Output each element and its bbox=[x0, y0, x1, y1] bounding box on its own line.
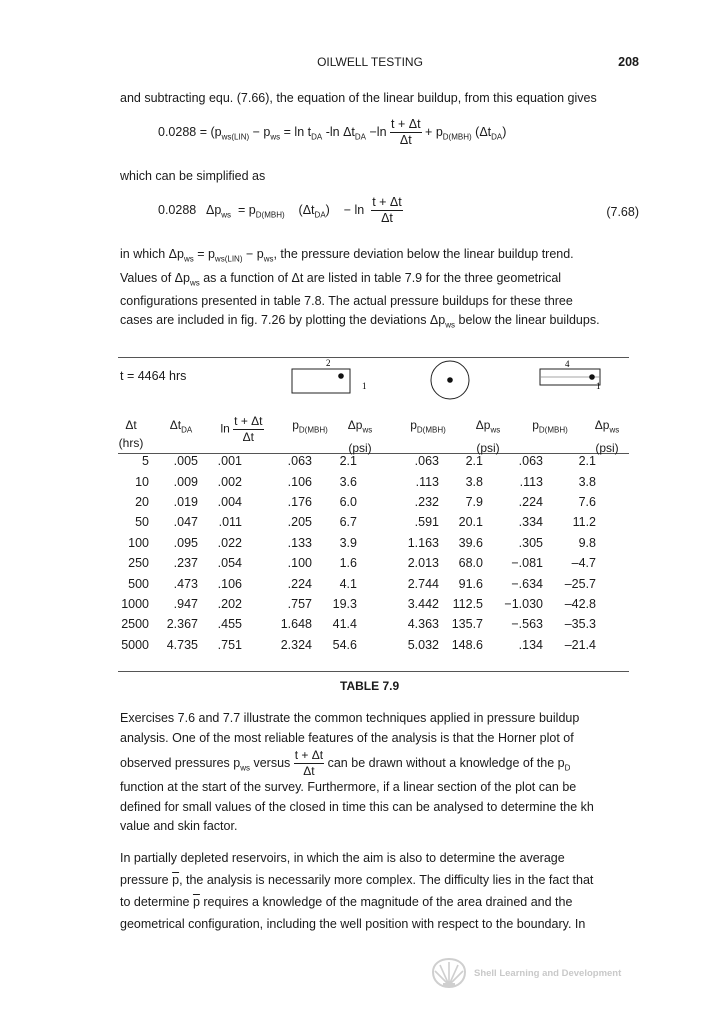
table-cell: 250 bbox=[128, 556, 149, 571]
table-row bbox=[112, 635, 596, 655]
table-cell: .106 bbox=[287, 474, 312, 489]
table-row bbox=[112, 533, 596, 553]
table-cell: .054 bbox=[217, 556, 242, 571]
table-cell: 3.6 bbox=[339, 474, 357, 489]
table-cell: –25.7 bbox=[564, 576, 596, 591]
table-cell: 9.8 bbox=[578, 535, 596, 550]
table-cell: .022 bbox=[217, 535, 242, 550]
table-cell: −.081 bbox=[511, 556, 543, 571]
well-marker-icon bbox=[338, 373, 344, 379]
table-cell: .751 bbox=[217, 637, 242, 652]
col-header-dtda: $\Delta t_{DA}$ bbox=[169, 418, 193, 435]
table-cell: −.563 bbox=[511, 617, 543, 632]
col-header-dp-2: $\Delta p_{ws}$ (psi) bbox=[475, 418, 501, 456]
table-cell: 112.5 bbox=[452, 596, 483, 611]
table-row bbox=[112, 512, 596, 532]
col-header-pd-2: $p_{D(MBH)}$ bbox=[410, 418, 446, 435]
table-cell: .134 bbox=[518, 637, 543, 652]
table-row bbox=[112, 573, 596, 593]
table-cell: 500 bbox=[128, 576, 149, 591]
table-cell: .113 bbox=[415, 474, 439, 489]
table-caption: TABLE 7.9 bbox=[340, 679, 400, 693]
table-cell: .063 bbox=[287, 454, 312, 469]
closing-paragraph-2: In partially depleted reservoirs, in which the aim is also to determine the average pressure $\overline{p}$, the analysis is necessarily more complex. The difficulty lies in the fact that to determine $\overline{p}$ requires a knowledge of the magnitude of the area drained and the geometrical configuration, including the well position with respect to the boundary. In bbox=[120, 851, 594, 931]
table-cell: .224 bbox=[518, 494, 543, 509]
table-cell: 5000 bbox=[121, 637, 149, 652]
col-header-dt: Δt (hrs) bbox=[118, 418, 144, 450]
table-cell: 39.6 bbox=[458, 535, 483, 550]
page-number: 208 bbox=[618, 55, 639, 69]
table-row bbox=[112, 614, 596, 634]
table-cell: 19.3 bbox=[332, 596, 357, 611]
table-cell: .019 bbox=[173, 494, 198, 509]
col-header-dp-3: $\Delta p_{ws}$ (psi) bbox=[594, 418, 620, 456]
table-cell: .106 bbox=[217, 576, 242, 591]
table-cell: .063 bbox=[518, 454, 543, 469]
rect2-side-label: 1 bbox=[362, 381, 367, 391]
footer-brand: Shell Learning and Development bbox=[474, 968, 622, 979]
table-cell: 3.442 bbox=[407, 596, 439, 611]
table-cell: 1.6 bbox=[339, 556, 357, 571]
table-cell: –4.7 bbox=[571, 556, 596, 571]
circle-diagram bbox=[428, 358, 474, 404]
table-cell: .473 bbox=[173, 576, 198, 591]
well-marker-icon bbox=[447, 377, 453, 383]
table-cell: 6.7 bbox=[339, 515, 357, 530]
table-cell: 20 bbox=[135, 494, 149, 509]
table-cell: .455 bbox=[217, 617, 242, 632]
table-cell: −.634 bbox=[511, 576, 543, 591]
col-header-ln: ln $\frac{t + \Delta t}{\Delta t}$ bbox=[220, 414, 263, 444]
table-cell: 1.163 bbox=[407, 535, 439, 550]
table-cell: 100 bbox=[128, 535, 149, 550]
table-cell: .237 bbox=[173, 556, 198, 571]
table-cell: 2500 bbox=[121, 617, 149, 632]
table-cell: .757 bbox=[287, 596, 312, 611]
rectangle-2x1-diagram bbox=[280, 356, 370, 396]
table-cell: .002 bbox=[217, 474, 242, 489]
table-cell: 3.8 bbox=[465, 474, 483, 489]
table-cell: .011 bbox=[218, 515, 242, 530]
table-cell: .100 bbox=[287, 556, 312, 571]
table-cell: .005 bbox=[173, 454, 198, 469]
simplified-text: which can be simplified as bbox=[120, 169, 266, 183]
table-cell: 1000 bbox=[121, 596, 149, 611]
table-cell: .095 bbox=[173, 535, 198, 550]
table-cell: .133 bbox=[287, 535, 312, 550]
table-row bbox=[112, 492, 596, 512]
table-cell: 20.1 bbox=[458, 515, 483, 530]
table-cell: 2.744 bbox=[407, 576, 439, 591]
table-cell: .305 bbox=[518, 535, 543, 550]
equation-1: $0.0288 = (p_{ws(LIN)} - p_{ws} = \ln t_{DA}$ -ln $\Delta t_{DA} -\ln$ $\frac{t + \Delta t}{\Delta t}$ + $p_{D(MBH)}$ $(\Delta t_{DA})$ bbox=[158, 117, 507, 147]
table-cell: .001 bbox=[217, 454, 242, 469]
table-cell: 5 bbox=[142, 454, 149, 469]
table-cell: .591 bbox=[414, 515, 439, 530]
table-cell: .009 bbox=[173, 474, 198, 489]
table-cell: 10 bbox=[135, 474, 149, 489]
table-cell: 2.367 bbox=[166, 617, 198, 632]
table-cell: 135.7 bbox=[451, 617, 483, 632]
table-cell: 7.9 bbox=[465, 494, 483, 509]
col-header-dp-1: $\Delta p_{ws}$ (psi) bbox=[347, 418, 373, 456]
col-header-pd-1: $p_{D(MBH)}$ bbox=[292, 418, 328, 435]
shell-logo-icon bbox=[430, 956, 468, 990]
table-row bbox=[112, 553, 596, 573]
table-row bbox=[112, 451, 596, 471]
table-row bbox=[112, 594, 596, 614]
table-cell: 2.324 bbox=[280, 637, 312, 652]
table-cell: .176 bbox=[287, 494, 312, 509]
table-cell: .224 bbox=[287, 576, 312, 591]
table-cell: 54.6 bbox=[332, 637, 357, 652]
col-header-pd-3: $p_{D(MBH)}$ bbox=[532, 418, 568, 435]
table-cell: 50 bbox=[135, 515, 149, 530]
table-cell: 2.1 bbox=[465, 454, 483, 469]
table-cell: 2.013 bbox=[407, 556, 439, 571]
table-cell: 2.1 bbox=[578, 454, 596, 469]
table-cell: 5.032 bbox=[407, 637, 439, 652]
closing-paragraph-1: Exercises 7.6 and 7.7 illustrate the common techniques applied in pressure buildup analysis. One of the most reliable features of the analysis is that the Horner plot of observed pressures $p_{ws}$ versus $\frac{t + \Delta t}{\Delta t}$ can be drawn without a knowledge of the $p_D$ function at the start of the survey. Furthermore, if a linear section of the plot can be defined for small values of the closed in time this can be analysed to determine the kh value and skin factor. bbox=[120, 711, 594, 833]
table-cell: 4.735 bbox=[166, 637, 198, 652]
table-cell: 4.363 bbox=[407, 617, 439, 632]
equation-number: (7.68) bbox=[606, 205, 639, 219]
table-cell: 148.6 bbox=[451, 637, 483, 652]
table-cell: –42.8 bbox=[564, 596, 596, 611]
table-cell: 1.648 bbox=[280, 617, 312, 632]
table-row bbox=[112, 471, 596, 491]
table-cell: −1.030 bbox=[504, 596, 543, 611]
rectangle-4x1-diagram bbox=[530, 356, 610, 396]
data-table bbox=[112, 451, 596, 655]
table-cell: 41.4 bbox=[332, 617, 357, 632]
table-cell: 7.6 bbox=[578, 494, 596, 509]
table-cell: .113 bbox=[519, 474, 543, 489]
table-cell: 3.8 bbox=[578, 474, 596, 489]
table-cell: .334 bbox=[518, 515, 543, 530]
intro-text: and subtracting equ. (7.66), the equation of the linear buildup, from this equation gives bbox=[120, 91, 597, 105]
table-time-label: t = 4464 hrs bbox=[120, 369, 187, 383]
equation-2: 0.0288 $\Delta p_{ws} = p_{D(MBH)}$ $(\Delta t_{DA})$ − ln $\frac{t + \Delta t}{\Delta t}$ bbox=[158, 195, 402, 225]
table-cell: .947 bbox=[173, 596, 198, 611]
table-cell: 11.2 bbox=[572, 515, 596, 530]
table-cell: 91.6 bbox=[458, 576, 483, 591]
table-cell: 4.1 bbox=[339, 576, 357, 591]
table-cell: .047 bbox=[173, 515, 198, 530]
running-header: OILWELL TESTING bbox=[317, 55, 423, 69]
table-cell: .232 bbox=[414, 494, 439, 509]
table-cell: –35.3 bbox=[564, 617, 596, 632]
table-cell: –21.4 bbox=[564, 637, 596, 652]
table-bottom-rule bbox=[118, 671, 629, 672]
explanation-paragraph: in which $\Delta p_{ws} = p_{ws(LIN)} - p_{ws}$, the pressure deviation below the linear buildup trend. Values of $\Delta p_{ws}$ as a function of Δt are listed in table 7.9 for the three geometrical configurations presented in table 7.8. The actual pressure buildups for these three cases are included in fig. 7.26 by plotting the deviations $\Delta p_{ws}$ below the linear buildups. bbox=[120, 247, 600, 330]
table-cell: 6.0 bbox=[339, 494, 357, 509]
rect2-top-label: 2 bbox=[326, 358, 331, 368]
table-cell: .063 bbox=[414, 454, 439, 469]
well-marker-icon bbox=[589, 374, 595, 380]
table-cell: .205 bbox=[287, 515, 312, 530]
rect4-side-label: 1 bbox=[596, 381, 601, 391]
table-cell: 68.0 bbox=[458, 556, 483, 571]
rect4-top-label: 4 bbox=[565, 359, 570, 369]
table-cell: 2.1 bbox=[339, 454, 357, 469]
table-cell: .202 bbox=[217, 596, 242, 611]
table-cell: 3.9 bbox=[339, 535, 357, 550]
table-cell: .004 bbox=[217, 494, 242, 509]
